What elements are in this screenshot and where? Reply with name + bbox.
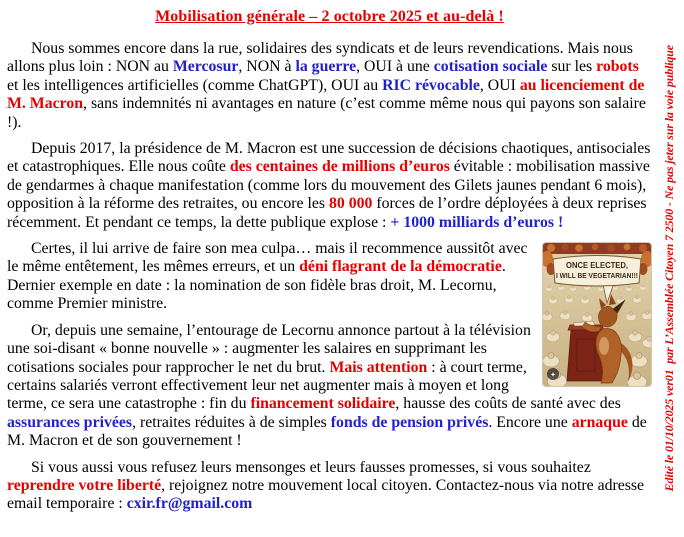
text-segment: forces de l’ordre déployées à deux reprises récemment. Et pendant ce temps, la dette publique explose : [7,195,647,231]
text-segment: , retraites réduites à de simples [132,413,331,431]
text-segment: 80 000 [328,195,373,213]
text-segment: , NON à [238,58,296,76]
text-segment: robots [596,58,639,76]
text-segment: , hausse des coûts de santé avec des [395,395,621,413]
text-segment: Si vous aussi vous refusez leurs mensonges et leurs fausses promesses, si vous souhaitez [31,458,591,476]
text-segment: financement solidaire [250,395,396,413]
text-segment: , OUI [479,76,520,94]
text-segment: sur les [547,58,597,76]
paragraph-depuis-2017 [7,140,652,232]
text-segment: au licenciement de M. Macron [7,76,645,113]
page-title: Mobilisation générale – 2 octobre 2025 et au-delà ! [155,8,504,25]
text-segment: déni flagrant de la démocratie [299,258,502,276]
text-segment: et les intelligences artificielles (comme ChatGPT), OUI au [7,76,383,94]
text-segment: assurances privées [7,413,133,431]
text-segment: . Dernier exemple en date : la nomination de son fidèle bras droit, M. Lecornu, comme Premier ministre. [7,258,506,313]
text-segment: évitable : mobilisation massive de gendarmes à chaque manifestation (comme lors du mouvement des Gilets jaunes pendant 6 mois), opposition à la réforme des retraites, ou encore les [7,158,650,213]
text-segment: + 1000 milliards d’euros ! [390,213,564,231]
paragraph-intro [7,40,652,132]
text-segment: , OUI à une [356,58,434,76]
edition-sidebar [654,0,684,537]
cartoon-image [542,242,652,387]
text-segment: Mercosur [172,58,239,76]
banner-text-line1: ONCE ELECTED, [566,261,628,271]
watermark-glyph: ✦ [550,371,556,380]
text-segment: Nous sommes encore dans la rue, solidaires des syndicats et de leurs revendications. Mais nous allons plus loin : NON au [7,40,633,76]
text-segment: fonds de pension privés [330,413,489,431]
text-segment: de M. Macron et de son gouvernement ! [7,413,647,450]
text-segment: cotisation sociale [433,58,548,76]
text-segment: la guerre [295,58,357,76]
text-segment: reprendre votre liberté [7,476,162,494]
text-segment: des centaines de millions d’euros [229,158,450,176]
text-segment: RIC révocable [382,76,480,94]
text-segment: Depuis 2017, la présidence de M. Macron est une succession de décisions chaotiques, antisociales et catastrophiques. Elle nous coûte [7,140,651,176]
text-segment: , rejoignez notre mouvement local citoyen. Contactez-nous via notre adresse email temporaire : [7,476,645,513]
contact-email[interactable]: cxir.fr@gmail.com [126,495,253,513]
text-segment: , sans indemnités ni avantages en nature (c’est comme même nous qui payons son salaire !). [7,95,646,131]
text-segment: Or, depuis une semaine, l’entourage de Lecornu annonce partout à la télévision une soi-disant « bonne nouvelle » : augmenter les salaires en supprimant les cotisations sociales pour rapprocher le net du brut. [7,321,531,376]
edition-note: Edité le 01/10/2025 ver01 par L’Assemblée Citoyen 7 2500 - Ne pas jeter sur la voie publique [662,45,676,492]
wolf-sheep-cartoon [543,243,651,386]
text-segment: Certes, il lui arrive de faire son mea culpa… mais il recommence aussitôt avec le même entêtement, les mêmes erreurs, et un [7,240,528,276]
paragraph-contact [7,459,652,514]
text-segment: . Encore une [488,413,572,431]
text-segment: : à court terme, certains salariés verront effectivement leur net augmenter mais à moyen et long terme, ce sera une catastrophe : fin du [7,358,527,413]
banner-text-line2: I WILL BE VEGETARIAN!!! [556,273,638,281]
sparkle-icon [547,368,559,380]
leaflet-body [7,40,652,514]
text-segment: Mais attention [329,358,428,376]
text-segment: arnaque [571,413,628,431]
